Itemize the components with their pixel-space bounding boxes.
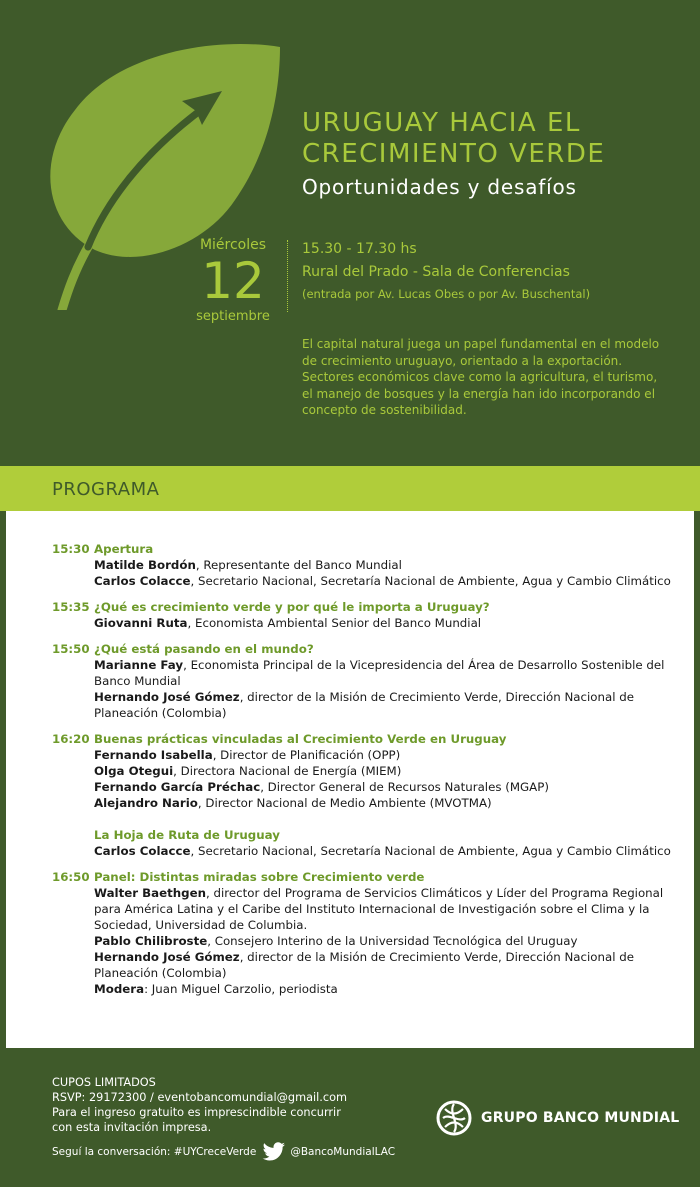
title-line-2: CRECIMIENTO VERDE [302,139,606,169]
program-list [52,541,682,1007]
speaker [94,933,682,949]
speaker-name: Carlos Colacce [94,574,191,588]
program-item [52,731,682,859]
speaker-role: , Director Nacional de Medio Ambiente (MVOTMA) [197,796,492,810]
footer-info [52,1075,347,1135]
speaker [94,949,682,981]
speaker-name: Modera [94,982,145,996]
speaker-name: Fernando García Préchac [94,780,261,794]
twitter-handle: @BancoMundialLAC [290,1146,396,1158]
program-title: ¿Qué es crecimiento verde y por qué le importa a Uruguay? [94,600,490,614]
footer-note-2: con esta invitación impresa. [52,1121,212,1134]
speaker-name: Carlos Colacce [94,844,191,858]
speaker-name: Olga Otegui [94,764,174,778]
event-time: 15.30 - 17.30 hs [302,241,417,257]
globe-logo-icon [435,1099,473,1137]
divider-dotted [287,240,288,312]
speaker-name: Hernando José Gómez [94,950,240,964]
speaker-role: , Secretario Nacional, Secretaría Nacional de Ambiente, Agua y Cambio Climático [190,574,671,588]
footer-note-1: Para el ingreso gratuito es imprescindible concurrir [52,1106,341,1119]
programa-band [0,466,700,511]
speaker-role: , director de la Misión de Crecimiento Verde, Dirección Nacional de Planeación (Colombia) [94,950,634,980]
program-subtitle: La Hoja de Ruta de Uruguay [94,828,280,842]
program-title: Buenas prácticas vinculadas al Crecimiento Verde en Uruguay [94,732,507,746]
speaker [94,763,682,779]
speaker [94,843,682,859]
speaker-role: , Secretario Nacional, Secretaría Nacional de Ambiente, Agua y Cambio Climático [190,844,671,858]
speaker-role: , director del Programa de Servicios Climáticos y Líder del Programa Regional para América Latina y el Caribe del Instituto Internacional de Investigación sobre el Clima y la Sociedad, Universidad de Columbia. [94,886,664,932]
speaker-name: Alejandro Nario [94,796,198,810]
program-item [52,599,682,631]
program-item [52,641,682,721]
speaker [94,981,682,997]
program-title: Apertura [94,542,154,556]
date-month: septiembre [196,309,270,324]
event-entrance: (entrada por Av. Lucas Obes o por Av. Buschental) [302,287,591,301]
twitter-bird-icon [262,1142,286,1162]
brand-logo [435,1099,679,1137]
date-day: 12 [201,252,265,310]
program-time: 15:30 [52,542,90,556]
brand-name: GRUPO BANCO MUNDIAL [481,1110,680,1126]
date-weekday: Miércoles [199,237,267,253]
speaker-role: , Economista Principal de la Vicepresidencia del Área de Desarrollo Sostenible del Banco Mundial [94,658,665,688]
program-time: 15:50 [52,642,90,656]
speaker [94,689,682,721]
footer-rsvp: RSVP: 29172300 / eventobancomundial@gmail.com [52,1091,347,1104]
program-time: 16:20 [52,732,90,746]
speaker [94,557,682,573]
speaker-name: Matilde Bordón [94,558,196,572]
speaker-name: Marianne Fay [94,658,184,672]
speaker-role: , Economista Ambiental Senior del Banco Mundial [187,616,482,630]
speaker-name: Hernando José Gómez [94,690,240,704]
speaker [94,795,682,811]
speaker-name: Pablo Chilibroste [94,934,208,948]
program-item [52,541,682,589]
speaker-role: , director de la Misión de Crecimiento Verde, Dirección Nacional de Planeación (Colombia) [94,690,634,720]
event-info [302,241,590,301]
speaker-role: : Juan Miguel Carzolio, periodista [144,982,338,996]
event-description: El capital natural juega un papel fundamental en el modelo de crecimiento uruguayo, orientado a la exportación. Sectores económicos clave como la agricultura, el turismo, el manejo de bosques y la energía han ido incorporando el concepto de sostenibilidad. [302,337,660,417]
footer-cupos: CUPOS LIMITADOS [52,1076,156,1089]
program-title: Panel: Distintas miradas sobre Crecimiento verde [94,870,425,884]
speaker [94,573,682,589]
speaker-role: , Representante del Banco Mundial [195,558,402,572]
event-subtitle: Oportunidades y desafíos [302,175,577,199]
social-line [52,1142,395,1162]
title-line-1: URUGUAY HACIA EL [302,108,581,138]
program-title: ¿Qué está pasando en el mundo? [94,642,314,656]
hashtag-text: Seguí la conversación: #UYCreceVerde [52,1146,257,1158]
speaker [94,779,682,795]
event-title [302,108,605,170]
program-panel [6,511,694,1048]
program-time: 16:50 [52,870,90,884]
program-time: 15:35 [52,600,90,614]
event-venue: Rural del Prado - Sala de Conferencias [302,264,570,280]
program-item [52,869,682,997]
speaker-name: Giovanni Ruta [94,616,188,630]
speaker-role: , Director de Planificación (OPP) [212,748,401,762]
event-date [190,237,276,324]
speaker-name: Walter Baethgen [94,886,206,900]
speaker [94,615,682,631]
speaker [94,885,682,933]
speaker [94,657,682,689]
speaker-name: Fernando Isabella [94,748,213,762]
programa-heading: PROGRAMA [52,479,160,500]
speaker-role: , Director General de Recursos Naturales (MGAP) [260,780,549,794]
speaker [94,747,682,763]
speaker-role: , Consejero Interino de la Universidad Tecnológica del Uruguay [207,934,578,948]
speaker-role: , Directora Nacional de Energía (MIEM) [173,764,402,778]
